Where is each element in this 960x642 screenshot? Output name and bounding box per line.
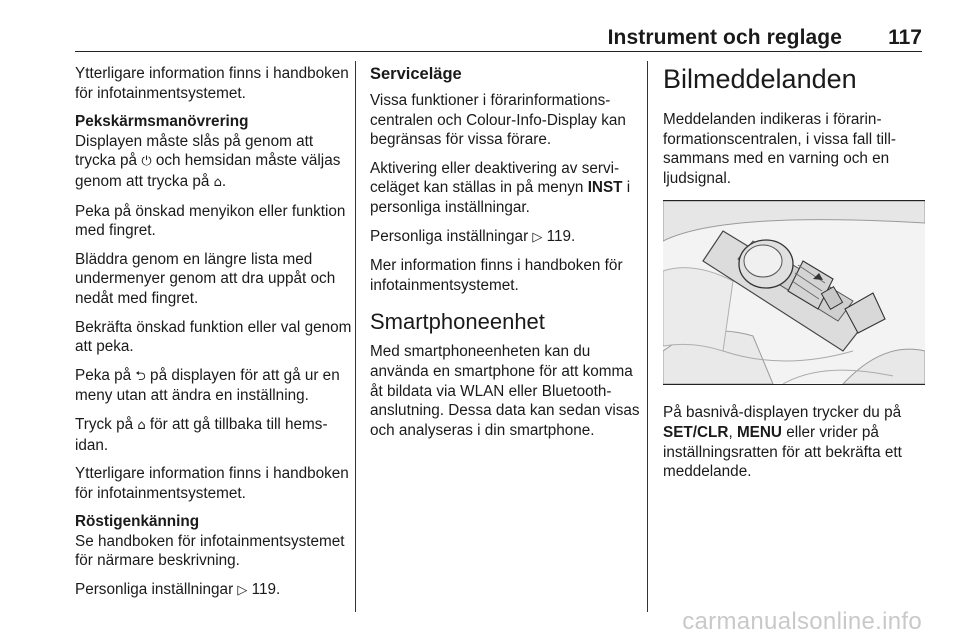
page-reference-icon: ▷ bbox=[532, 229, 543, 245]
paragraph-voice: Se handboken för infotainmentsystemet för närmare beskrivning. bbox=[75, 532, 345, 570]
steering-stalk-drawing bbox=[663, 201, 925, 384]
column-3 bbox=[663, 64, 925, 491]
heading-touchscreen: Pekskärmsmanövrering bbox=[75, 113, 249, 131]
heading-vehicle-messages: Bilmeddelanden bbox=[663, 64, 857, 94]
back-arrow-icon: ⮌ bbox=[135, 368, 146, 384]
paragraph-more-info-2: Ytterligare information finns i handboken för infotainmentsystemet. bbox=[75, 465, 349, 502]
power-icon: ⏻ bbox=[141, 154, 152, 170]
column-divider-right bbox=[647, 61, 648, 612]
inst-keyword: INST bbox=[587, 179, 623, 197]
paragraph-service-2: Aktivering eller deaktivering av serviceläget kan ställas in på menyn INST i personliga inställningar. bbox=[370, 159, 631, 216]
paragraph-more-info: Mer information finns i handboken för infotainmentsystemet. bbox=[370, 257, 623, 294]
paragraph-personal-settings-ref: Personliga inställningar ▷ 119. bbox=[370, 227, 576, 245]
paragraph-back: Peka på ⮌ på displayen för att gå ur en meny utan att ändra en inställning. bbox=[75, 366, 340, 405]
page-number: 117 bbox=[888, 26, 922, 49]
column-2 bbox=[370, 64, 640, 449]
paragraph-smartphone: Med smartphoneenheten kan du använda en smartphone för att komma åt bildata via WLAN eller Bluetooth-anslutning. Dessa data kan sedan visas och analyseras i din smartphone. bbox=[370, 343, 640, 439]
paragraph-more-info-1: Ytterligare information finns i handboken för infotainmentsystemet. bbox=[75, 65, 349, 102]
page-header-title: Instrument och reglage bbox=[607, 26, 842, 49]
paragraph-service-1: Vissa funktioner i förarinformationscentralen och Colour-Info-Display kan begränsas för vissa förare. bbox=[370, 92, 626, 149]
home-icon: ⌂ bbox=[213, 174, 222, 190]
paragraph-home: Tryck på ⌂ för att gå tillbaka till hemsidan. bbox=[75, 415, 328, 454]
watermark: carmanualsonline.info bbox=[682, 608, 922, 635]
page-reference-icon: ▷ bbox=[237, 583, 248, 599]
paragraph-personal-settings-ref: Personliga inställningar ▷ 119. bbox=[75, 581, 281, 599]
paragraph-scroll: Bläddra genom en längre lista med undermenyer genom att dra uppåt och nedåt med fingret. bbox=[75, 250, 336, 307]
heading-voice-recognition: Röstigenkänning bbox=[75, 513, 200, 531]
paragraph-confirm-message: På basnivå-displayen trycker du på SET/CLR, MENU eller vrider på inställningsratten för att bekräfta ett meddelande. bbox=[663, 404, 902, 481]
header-rule bbox=[75, 51, 922, 52]
home-icon: ⌂ bbox=[137, 417, 146, 433]
paragraph-touch-menu: Peka på önskad menyikon eller funktion med fingret. bbox=[75, 202, 346, 240]
stalk-illustration bbox=[663, 200, 925, 385]
set-clr-keyword: SET/CLR bbox=[663, 423, 729, 441]
column-divider-left bbox=[355, 61, 356, 612]
column-1 bbox=[75, 64, 353, 610]
heading-smartphone: Smartphoneenhet bbox=[370, 309, 545, 335]
heading-service-mode: Serviceläge bbox=[370, 65, 462, 83]
menu-keyword: MENU bbox=[736, 423, 782, 441]
paragraph-confirm: Bekräfta önskad funktion eller val genom att peka. bbox=[75, 318, 352, 356]
paragraph-touch-display: Displayen måste slås på genom att trycka på ⏻ och hemsidan måste väljas genom att trycka på ⌂. bbox=[75, 132, 341, 190]
paragraph-messages: Meddelanden indikeras i förarinformationscentralen, i vissa fall tillsammans med en varning och en ljudsignal. bbox=[663, 111, 896, 187]
